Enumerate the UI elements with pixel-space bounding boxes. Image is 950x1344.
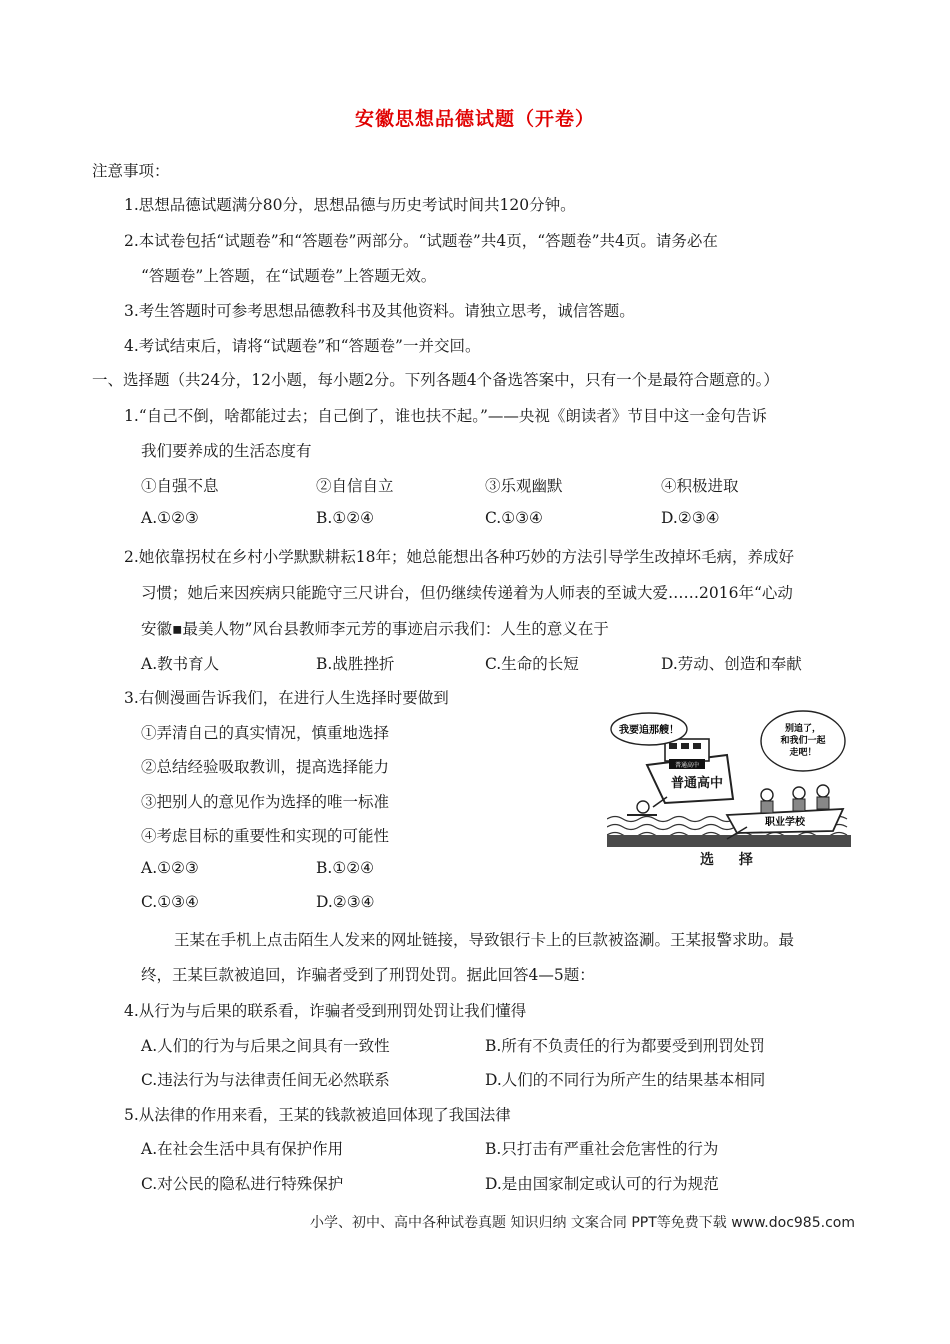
- notice-item-4: 4.考试结束后，请将“试题卷”和“答题卷”一并交回。: [124, 337, 481, 355]
- notice-item-3: 3.考生答题时可参考思想品德教科书及其他资料。请独立思考，诚信答题。: [124, 302, 635, 320]
- q5-option-b: B.只打击有严重社会危害性的行为: [485, 1140, 719, 1158]
- material-line-2: 终，王某巨款被追回，诈骗者受到了刑罚处罚。据此回答4—5题：: [141, 966, 595, 984]
- swimmer-icon: [627, 797, 667, 815]
- q3-stem: 3.右侧漫画告诉我们，在进行人生选择时要做到: [124, 689, 449, 707]
- speech-bubble-left: [611, 713, 687, 745]
- q1-option-b: B.①②④: [316, 509, 375, 527]
- q3-option-c: C.①③④: [141, 893, 199, 911]
- q1-stem-line-1: 1.“自己不倒，啥都能过去；自己倒了，谁也扶不起。”——央视《朗读者》节目中这一金句告诉: [124, 407, 767, 425]
- q3-option-d: D.②③④: [316, 893, 375, 911]
- q4-option-b: B.所有不负责任的行为都要受到刑罚处罚: [485, 1037, 765, 1055]
- q1-option-d: D.②③④: [661, 509, 720, 527]
- q2-option-b: B.战胜挫折: [316, 655, 395, 673]
- rowboat-icon: [727, 785, 843, 839]
- notice-heading: 注意事项：: [92, 162, 170, 180]
- q2-stem-line-1: 2.她依靠拐杖在乡村小学默默耕耘18年；她总能想出各种巧妙的方法引导学生改掉坏毛病，养成好: [124, 548, 795, 566]
- q2-option-c: C.生命的长短: [485, 655, 579, 673]
- q1-item: ②自信自立: [316, 477, 394, 495]
- svg-text:走吧！: 走吧！: [789, 748, 817, 758]
- q4-option-c: C.违法行为与法律责任间无必然联系: [141, 1071, 390, 1089]
- svg-text:和我们一起: 和我们一起: [780, 736, 826, 746]
- speech-bubble-right: [761, 711, 845, 771]
- ship-label-text: 普通高中: [670, 776, 724, 791]
- notice-item-2: 2.本试卷包括“试题卷”和“答题卷”两部分。“试题卷”共4页，“答题卷”共4页。请务必在: [124, 232, 718, 250]
- q1-item: ③乐观幽默: [485, 477, 563, 495]
- q3-item: ③把别人的意见作为选择的唯一标准: [141, 793, 390, 811]
- section-heading: 一、选择题（共24分，12小题，每小题2分。下列各题4个备选答案中，只有一个是最符合题意的。）: [92, 371, 779, 389]
- q3-item: ①弄清自己的真实情况，慎重地选择: [141, 724, 390, 742]
- water-dark: [607, 835, 851, 847]
- material-line-1: 王某在手机上点击陌生人发来的网址链接，导致银行卡上的巨款被盗涮。王某报警求助。最: [174, 931, 795, 949]
- q2-option-a: A.教书育人: [141, 655, 220, 673]
- q1-item: ④积极进取: [661, 477, 739, 495]
- svg-text:别追了，: 别追了，: [784, 724, 822, 734]
- ship-badge-text: 普通高中: [674, 762, 700, 769]
- cartoon-caption: 选 择: [700, 852, 763, 868]
- q3-item: ②总结经验吸取教训，提高选择能力: [141, 758, 390, 776]
- notice-item-2-cont: “答题卷”上答题，在“试题卷”上答题无效。: [141, 267, 437, 285]
- q5-option-c: C.对公民的隐私进行特殊保护: [141, 1175, 344, 1193]
- q1-item: ①自强不息: [141, 477, 219, 495]
- footer-text: 小学、初中、高中各种试卷真题 知识归纳 文案合同 PPT等免费下载 www.doc985.com: [310, 1215, 855, 1231]
- q4-option-d: D.人们的不同行为所产生的结果基本相同: [485, 1071, 766, 1089]
- q2-stem-line-2: 习惯；她后来因疾病只能跪守三尺讲台，但仍继续传递着为人师表的至诚大爱……2016年“心动: [141, 584, 793, 602]
- q5-option-d: D.是由国家制定或认可的行为规范: [485, 1175, 719, 1193]
- notice-item-1: 1.思想品德试题满分80分，思想品德与历史考试时间共120分钟。: [124, 196, 576, 214]
- q2-stem-line-3: 安徽▪最美人物”风台县教师李元芳的事迹启示我们：人生的意义在于: [141, 620, 609, 638]
- q2-option-d: D.劳动、创造和奉献: [661, 655, 802, 673]
- page-title: 安徽思想品德试题（开卷）: [354, 108, 595, 130]
- q4-stem: 4.从行为与后果的联系看，诈骗者受到刑罚处罚让我们懂得: [124, 1002, 527, 1020]
- q1-option-a: A.①②③: [141, 509, 199, 527]
- cartoon-illustration: [607, 707, 851, 863]
- q1-option-c: C.①③④: [485, 509, 543, 527]
- q5-option-a: A.在社会生活中具有保护作用: [141, 1140, 344, 1158]
- q3-item: ④考虑目标的重要性和实现的可能性: [141, 827, 390, 845]
- q3-option-b: B.①②④: [316, 859, 375, 877]
- ship-icon: [647, 739, 733, 803]
- q5-stem: 5.从法律的作用来看，王某的钱款被追回体现了我国法律: [124, 1106, 511, 1124]
- svg-text:职业学校: 职业学校: [765, 817, 805, 828]
- q1-stem-line-2: 我们要养成的生活态度有: [141, 442, 312, 460]
- q4-option-a: A.人们的行为与后果之间具有一致性: [141, 1037, 390, 1055]
- q3-option-a: A.①②③: [141, 859, 199, 877]
- svg-text:我要追那艘！: 我要追那艘！: [619, 725, 679, 736]
